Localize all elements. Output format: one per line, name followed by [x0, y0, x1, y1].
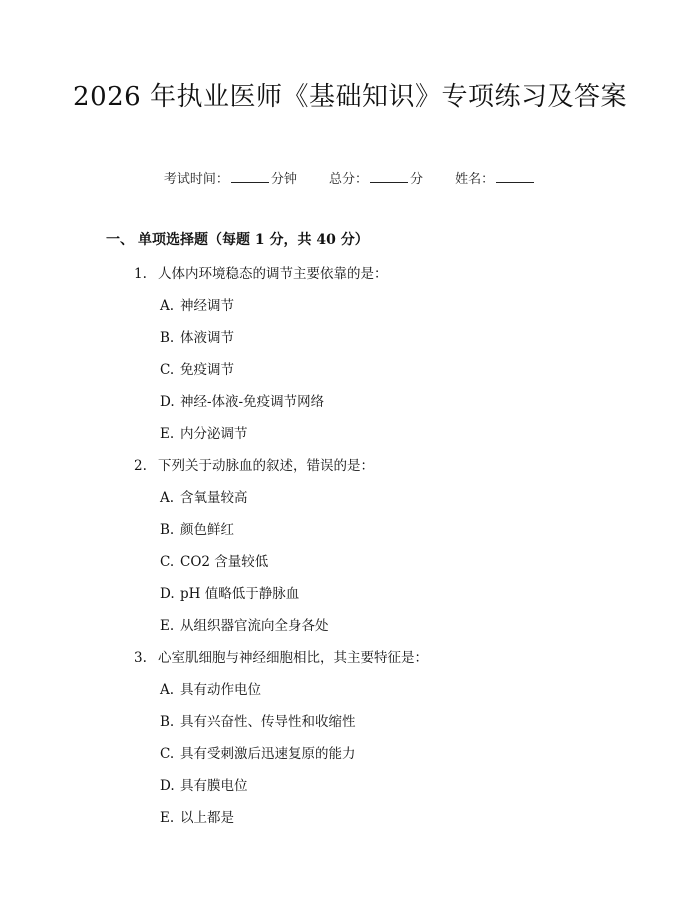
- option-letter: A.: [160, 682, 175, 698]
- exam-time-label: 考试时间：: [163, 172, 229, 187]
- option-text: 从组织器官流向全身各处: [180, 618, 329, 634]
- option-letter: B.: [160, 522, 175, 538]
- option-1e: [160, 422, 248, 442]
- question-number: 3.: [134, 650, 147, 666]
- option-text: 具有受刺激后迅速复原的能力: [180, 746, 356, 762]
- option-letter: E.: [160, 426, 175, 442]
- option-1d: [160, 390, 324, 410]
- option-1a: [160, 294, 234, 314]
- option-letter: E.: [160, 810, 175, 826]
- option-text: 含氧量较高: [180, 490, 248, 506]
- option-text: 具有动作电位: [180, 682, 261, 698]
- option-text: 免疫调节: [180, 362, 234, 378]
- option-text: 具有兴奋性、传导性和收缩性: [180, 714, 356, 730]
- option-2d: [160, 582, 299, 602]
- question-text: 人体内环境稳态的调节主要依靠的是：: [158, 266, 388, 282]
- document-title: 2026 年执业医师《基础知识》专项练习及答案: [73, 82, 627, 112]
- exam-time-unit: 分钟: [270, 172, 297, 187]
- option-3d: [160, 774, 248, 794]
- exam-name-label: 姓名：: [455, 172, 495, 187]
- exam-meta: [0, 168, 700, 187]
- option-3b: [160, 710, 356, 730]
- question-3: [134, 646, 428, 666]
- option-text: CO2 含量较低: [180, 554, 269, 570]
- option-text: 神经-体液-免疫调节网络: [180, 394, 325, 410]
- option-text: 内分泌调节: [180, 426, 248, 442]
- option-2c: [160, 550, 268, 570]
- question-text: 下列关于动脉血的叙述，错误的是：: [158, 458, 374, 474]
- option-text: 体液调节: [180, 330, 234, 346]
- exam-score-label: 总分：: [328, 172, 368, 187]
- option-letter: A.: [160, 490, 175, 506]
- option-3a: [160, 678, 261, 698]
- option-2e: [160, 614, 329, 634]
- exam-name-blank: [496, 170, 534, 183]
- exam-time-blank: [231, 170, 269, 183]
- option-text: 颜色鲜红: [180, 522, 234, 538]
- option-letter: C.: [160, 746, 175, 762]
- question-2: [134, 454, 374, 474]
- option-letter: B.: [160, 330, 175, 346]
- option-letter: E.: [160, 618, 175, 634]
- exam-score-blank: [370, 170, 408, 183]
- exam-time: [164, 168, 297, 187]
- option-letter: C.: [160, 554, 175, 570]
- option-letter: D.: [160, 778, 175, 794]
- option-3c: [160, 742, 356, 762]
- option-text: 具有膜电位: [180, 778, 248, 794]
- option-text: pH 值略低于静脉血: [180, 586, 300, 602]
- option-letter: D.: [160, 394, 175, 410]
- option-letter: A.: [160, 298, 175, 314]
- exam-score-unit: 分: [410, 172, 424, 187]
- section-heading: [106, 229, 369, 249]
- option-text: 以上都是: [180, 810, 234, 826]
- option-1b: [160, 326, 234, 346]
- option-2a: [160, 486, 248, 506]
- question-number: 1.: [134, 266, 147, 282]
- option-letter: D.: [160, 586, 175, 602]
- option-text: 神经调节: [180, 298, 234, 314]
- section-title: 单项选择题（每题 1 分，共 40 分）: [138, 232, 369, 248]
- option-3e: [160, 806, 234, 826]
- option-2b: [160, 518, 234, 538]
- question-1: [134, 262, 388, 282]
- exam-score: [329, 168, 423, 187]
- option-1c: [160, 358, 234, 378]
- option-letter: B.: [160, 714, 175, 730]
- question-text: 心室肌细胞与神经细胞相比，其主要特征是：: [158, 650, 428, 666]
- question-number: 2.: [134, 458, 147, 474]
- option-letter: C.: [160, 362, 175, 378]
- exam-name: [455, 168, 536, 187]
- section-number: 一、: [106, 232, 134, 248]
